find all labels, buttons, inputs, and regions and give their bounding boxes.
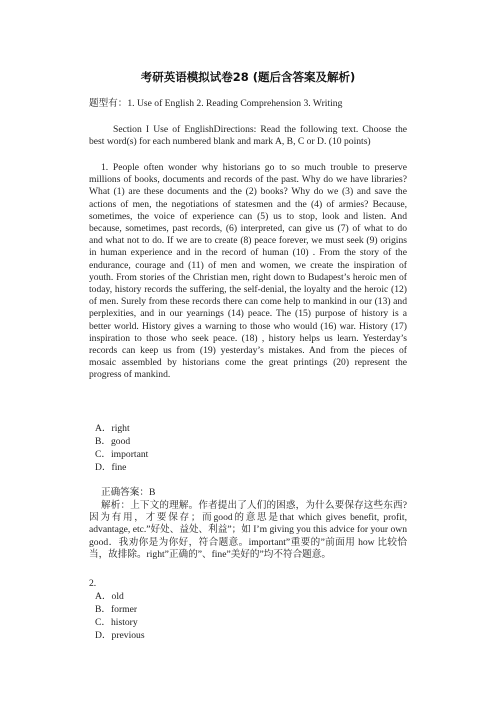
q2-option-b: B．former bbox=[95, 604, 138, 615]
section-header: Section I Use of EnglishDirections: Read the following text. Choose the best word(s) for each numbered blank and mark A, B, C or D. (10 points) bbox=[89, 124, 407, 148]
q2-option-d: D．previous bbox=[95, 630, 145, 641]
q1-option-c: C．important bbox=[95, 449, 149, 460]
q2-option-a: A．old bbox=[95, 591, 124, 602]
answer-explanation: 解析：上下文的理解。作者提出了人们的困惑，为什么要保存这些东西?因为有用，才要保存；而good的意思是that which gives benefit, profit, advantage, etc.”好处、益处、利益”；如 I’m giving you this advice for your own good．我劝你是为你好，符合题意。important”重要的”前面用 how 比较恰当，故排除。right”正确的”、fine”美好的”均不符合题意。 bbox=[89, 500, 407, 560]
answer-label: 正确答案：B bbox=[101, 487, 156, 498]
q1-option-d: D．fine bbox=[95, 462, 127, 473]
q1-option-a: A．right bbox=[95, 423, 130, 434]
passage-text: 1. People often wonder why historians go to so much trouble to preserve millions of books, documents and records of the past. Why do we have libraries? What (1) are these documents and the (2) books? Why do we (3) and save the actions of men, the negotiations of statesmen and the (4) of armies? Because, sometimes, the voice of experience can (5) us to stop, look and listen. And because, sometimes, past records, (6) interpreted, can give us (7) of what to do and what not to do. If we are to create (8) peace forever, we must seek (9) origins in human experience and in the record of human (10) . From the story of the endurance, courage and (11) of men and women, we create the inspiration of youth. From stories of the Christian men, right down to Budapest’s heroic men of today, history records the suffering, the self-denial, the loyalty and the heroic (12) of men. Surely from these records there can come help to mankind in our (13) and perplexities, and in our yearnings (14) peace. The (15) purpose of history is a better world. History gives a warning to those who would (16) war. History (17) inspiration to those who seek peace. (18) , history helps us learn. Yesterday’s records can keep us from (19) yesterday’s mistakes. And from the pieces of mosaic assembled by historians come the great printings (20) represent the progress of mankind. bbox=[89, 162, 407, 381]
document-title: 考研英语模拟试卷28 (题后含答案及解析) bbox=[140, 70, 356, 84]
q2-number: 2. bbox=[89, 578, 97, 589]
q1-option-b: B．good bbox=[95, 436, 131, 447]
q2-option-c: C．history bbox=[95, 617, 138, 628]
question-types: 题型有：1. Use of English 2. Reading Comprehension 3. Writing bbox=[89, 98, 343, 109]
